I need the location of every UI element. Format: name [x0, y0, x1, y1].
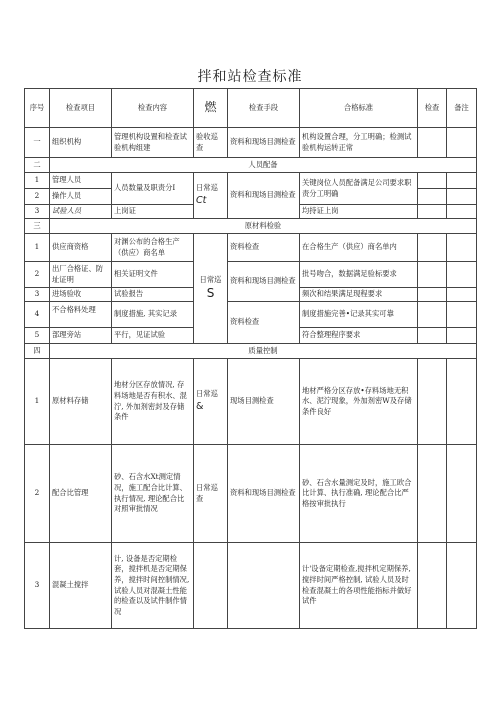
row-note: [447, 173, 477, 189]
row-method: 资料和现场目测检查: [228, 128, 300, 158]
row-item: 供应商资格: [50, 234, 112, 262]
row-standard: 制度措施完善•记录其实可靠: [300, 302, 418, 328]
row-method: 资料和现场目测检查: [228, 445, 300, 543]
table-row: [25, 359, 477, 445]
row-no: 2: [25, 189, 50, 205]
row-content: 管理机构设置和检查试验机构组建: [112, 128, 194, 158]
row-item: 组织机构: [50, 128, 112, 158]
row-content: 地材分区存放情况, 存料场地是否有积水、混泞, 外加剂密封及存储条件: [112, 359, 194, 445]
header-content: 检查内容: [112, 89, 194, 128]
table-row: [25, 234, 477, 262]
row-note: [447, 234, 477, 262]
row-standard: 关键岗位人员配备满足公司要求职责分工明确: [300, 173, 418, 205]
section-no: 三: [25, 219, 50, 234]
section-title: 原材料检验: [50, 219, 477, 234]
header-method: 检查手段: [228, 89, 300, 128]
row-standard: 符合整理程序要求: [300, 328, 418, 344]
header-no: 序号: [25, 89, 50, 128]
row-method: [228, 543, 300, 629]
row-no: 一: [25, 128, 50, 158]
row-item: 出厂合格证、防址证明: [50, 262, 112, 288]
row-no: 1: [25, 173, 50, 189]
section-no: 四: [25, 344, 50, 359]
table-row: [25, 262, 477, 288]
row-frequency: [194, 234, 228, 344]
row-note: [447, 543, 477, 629]
row-note: [447, 205, 477, 219]
row-standard: 频次和结果满足现程要求: [300, 288, 418, 302]
page-title: 拌和站检查标准: [197, 69, 303, 85]
row-item: 进场验收: [50, 288, 112, 302]
row-check: [418, 328, 447, 344]
row-no: 3: [25, 543, 50, 629]
row-content: 制度措施, 其实记录: [112, 302, 194, 328]
frequency-text: 日常巡: [199, 274, 222, 284]
row-content: 相关证明文件: [112, 262, 194, 288]
row-check: [418, 445, 447, 543]
row-check: [418, 205, 447, 219]
inspection-standard-table: [24, 88, 477, 629]
row-no: 5: [25, 328, 50, 344]
row-item: 混凝土搅拌: [50, 543, 112, 629]
row-standard: 砂、石含水量测定及时，施工欧合比计算、执行准确, 理论配合比严格按审批执行: [300, 445, 418, 543]
row-check: [418, 302, 447, 328]
row-no: 3: [25, 288, 50, 302]
table-row: [25, 543, 477, 629]
row-no: 1: [25, 359, 50, 445]
row-content: 砂、石含水Xt测定情况，施工配合比计算、执行情况, 理论配合比对照审批情况: [112, 445, 194, 543]
row-note: [447, 189, 477, 205]
header-standard: 合格标准: [300, 89, 418, 128]
table-row: [25, 445, 477, 543]
row-check: [418, 128, 447, 158]
row-item: 原材料存储: [50, 359, 112, 445]
row-standard: 地材严格分区存放•存料场地无积水、泥泞现象，外加剂密W及存储条件良好: [300, 359, 418, 445]
row-item: 试验人员: [50, 205, 112, 219]
table-row: [25, 302, 477, 328]
row-note: [447, 128, 477, 158]
row-note: [447, 359, 477, 445]
row-frequency: 日常巡查: [194, 445, 228, 543]
row-frequency: [194, 543, 228, 629]
row-content: 试验报告: [112, 288, 194, 302]
section-row: [25, 344, 477, 359]
row-standard: 计'设备定期检查,搅拌机定期保养,搅拌时间严格控制, 试验人员及时检查混凝土的各项性能指标并做好试件: [300, 543, 418, 629]
row-note: [447, 445, 477, 543]
row-check: [418, 359, 447, 445]
row-item: 操作人员: [50, 189, 112, 205]
row-no: 2: [25, 445, 50, 543]
row-standard: 机构设置合理，分工明确；检测试验机构运转正常: [300, 128, 418, 158]
row-item: 配合比管理: [50, 445, 112, 543]
row-method: 资料检查: [228, 302, 300, 344]
row-method: 资料和现场目测检查: [228, 173, 300, 219]
row-check: [418, 234, 447, 262]
row-standard: 在合格生产（供应）商名单内: [300, 234, 418, 262]
frequency-mark: S: [206, 286, 215, 301]
row-no: 3: [25, 205, 50, 219]
row-content: 计, 设备是否定期检套，搅拌机是否定期保养，搅拌时间控制情况, 试验人员对混凝土性能的检查以及试件制作情况: [112, 543, 194, 629]
row-standard: 批号吻合，数据满足验标要求: [300, 262, 418, 288]
row-check: [418, 262, 447, 288]
row-check: [418, 288, 447, 302]
section-title: 质量控制: [50, 344, 477, 359]
row-method: 资料和现场目测检查: [228, 262, 300, 302]
frequency-text: 日常巡: [196, 389, 218, 399]
row-content: 平行，见证试验: [112, 328, 194, 344]
section-no: 二: [25, 158, 50, 173]
section-row: [25, 219, 477, 234]
header-item: 检查项目: [50, 89, 112, 128]
row-frequency: 验收巡查: [194, 128, 228, 158]
frequency-mark: &: [196, 400, 204, 412]
frequency-text: 日常巡: [196, 183, 218, 193]
table-row: [25, 128, 477, 158]
row-note: [447, 288, 477, 302]
row-content: 对渊公布的合格生产（供应）商名单: [112, 234, 194, 262]
header-row: [25, 89, 477, 128]
section-row: [25, 158, 477, 173]
row-no: 2: [25, 262, 50, 288]
row-no: 4: [25, 302, 50, 328]
row-content: 上岗证: [112, 205, 194, 219]
row-check: [418, 189, 447, 205]
header-check: 检查: [418, 89, 447, 128]
header-note: 备注: [447, 89, 477, 128]
row-standard: 均持证上岗: [300, 205, 418, 219]
header-frequency: 燃: [194, 89, 228, 128]
row-item: 不合格料处理: [50, 302, 112, 328]
row-frequency: [194, 173, 228, 219]
row-content: 人员数量及职责分I: [112, 173, 194, 205]
row-item: 管理人员: [50, 173, 112, 189]
table-row: [25, 173, 477, 189]
row-note: [447, 262, 477, 288]
row-note: [447, 328, 477, 344]
row-note: [447, 302, 477, 328]
row-method: 资料检查: [228, 234, 300, 262]
row-method: 现场目测检查: [228, 359, 300, 445]
row-check: [418, 543, 447, 629]
row-frequency: [194, 359, 228, 445]
row-check: [418, 173, 447, 189]
section-title: 人员配备: [50, 158, 477, 173]
row-item: 部理旁站: [50, 328, 112, 344]
row-no: 1: [25, 234, 50, 262]
frequency-mark: Ct: [196, 194, 207, 206]
